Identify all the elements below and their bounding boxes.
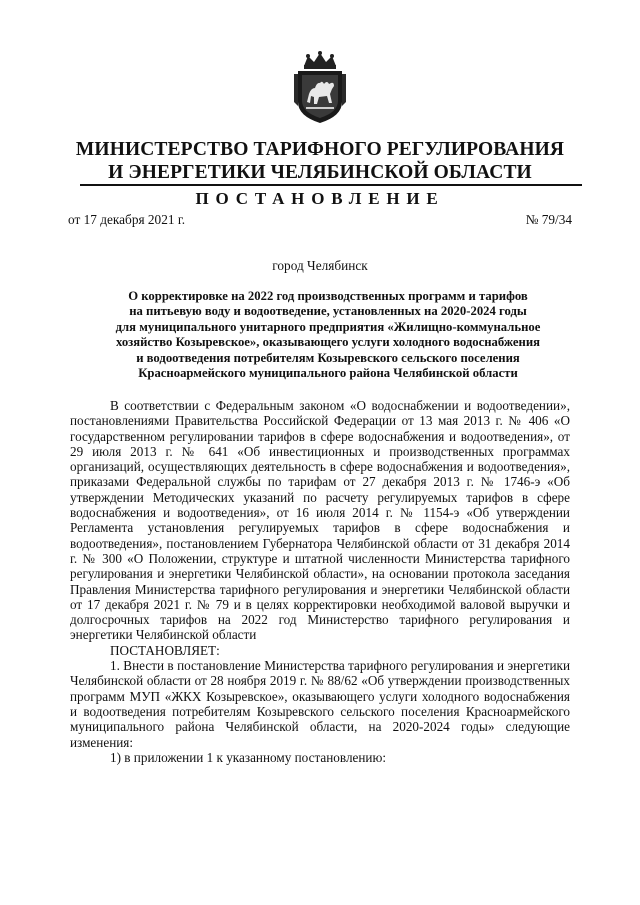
coat-of-arms-icon bbox=[292, 50, 348, 126]
title-line: для муниципального унитарного предприятия «Жилищно-коммунальное bbox=[115, 319, 541, 334]
title-line: и водоотведения потребителям Козыревского сельского поселения bbox=[136, 350, 520, 365]
document-title bbox=[88, 289, 568, 381]
title-line: Красноармейского муниципального района Челябинской области bbox=[138, 366, 518, 381]
title-line: хозяйство Козыревское», оказывающего услуги холодного водоснабжения bbox=[115, 335, 541, 350]
preamble-paragraph: В соответствии с Федеральным законом «О водоснабжении и водоотведении», постановлениями Правительства Российской Федерации от 13 мая 2013 г. № 406 «О государственном регулировании тарифов в сфере водоснабжения и водоотведения», от 29 июля 2013 г. № 641 «Об инвестиционных и производственных программах организаций, осуществляющих деятельность в сфере водоснабжения и водоотведения», приказами Федеральной службы по тарифам от 27 декабря 2013 г. № 1746-э «Об утверждении Методических указаний по расчету регулируемых тарифов в сфере водоснабжения и водоотведения», от 16 июля 2014 г. № 1154-э «Об утверждении Регламента установления регулируемых тарифов в сфере водоснабжения и водоотведения», постановлением Губернатора Челябинской области от 31 декабря 2014 г. № 300 «О Положении, структуре и штатной численности Министерства тарифного регулирования и энергетики Челябинской области», на основании протокола заседания Правления Министерства тарифного регулирования и энергетики Челябинской области от 17 декабря 2021 г. № 79 и в целях корректировки необходимой валовой выручки и долгосрочных тарифов на 2022 год Министерство тарифного регулирования и энергетики Челябинской области bbox=[70, 398, 570, 643]
ministry-name-line2: И ЭНЕРГЕТИКИ ЧЕЛЯБИНСКОЙ ОБЛАСТИ bbox=[108, 162, 532, 183]
subitem-1-paragraph: 1) в приложении 1 к указанному постановлению: bbox=[110, 749, 387, 765]
header-divider bbox=[80, 184, 582, 186]
ministry-name-line1: МИНИСТЕРСТВО ТАРИФНОГО РЕГУЛИРОВАНИЯ bbox=[75, 139, 565, 160]
decree-word: ПОСТАНОВЛЯЕТ: bbox=[110, 642, 220, 658]
document-body bbox=[70, 398, 570, 765]
title-line: на питьевую воду и водоотведение, установленных на 2020-2024 годы bbox=[129, 304, 527, 319]
item-1-paragraph: 1. Внести в постановление Министерства тарифного регулирования и энергетики Челябинской области от 28 ноября 2019 г. № 88/62 «Об утверждении производственных программ МУП «ЖКХ Козыревское», оказывающего услуги холодного водоснабжения и водоотведения потребителям Козыревского сельского поселения Красноармейского муниципального района Челябинской области, на 2020-2024 годы» следующие изменения: bbox=[70, 658, 570, 750]
title-line: О корректировке на 2022 год производственных программ и тарифов bbox=[128, 289, 528, 303]
document-type-heading: ПОСТАНОВЛЕНИЕ bbox=[195, 189, 445, 208]
document-city: город Челябинск bbox=[272, 258, 368, 273]
document-number: № 79/34 bbox=[525, 212, 572, 227]
document-date: от 17 декабря 2021 г. bbox=[68, 212, 186, 227]
